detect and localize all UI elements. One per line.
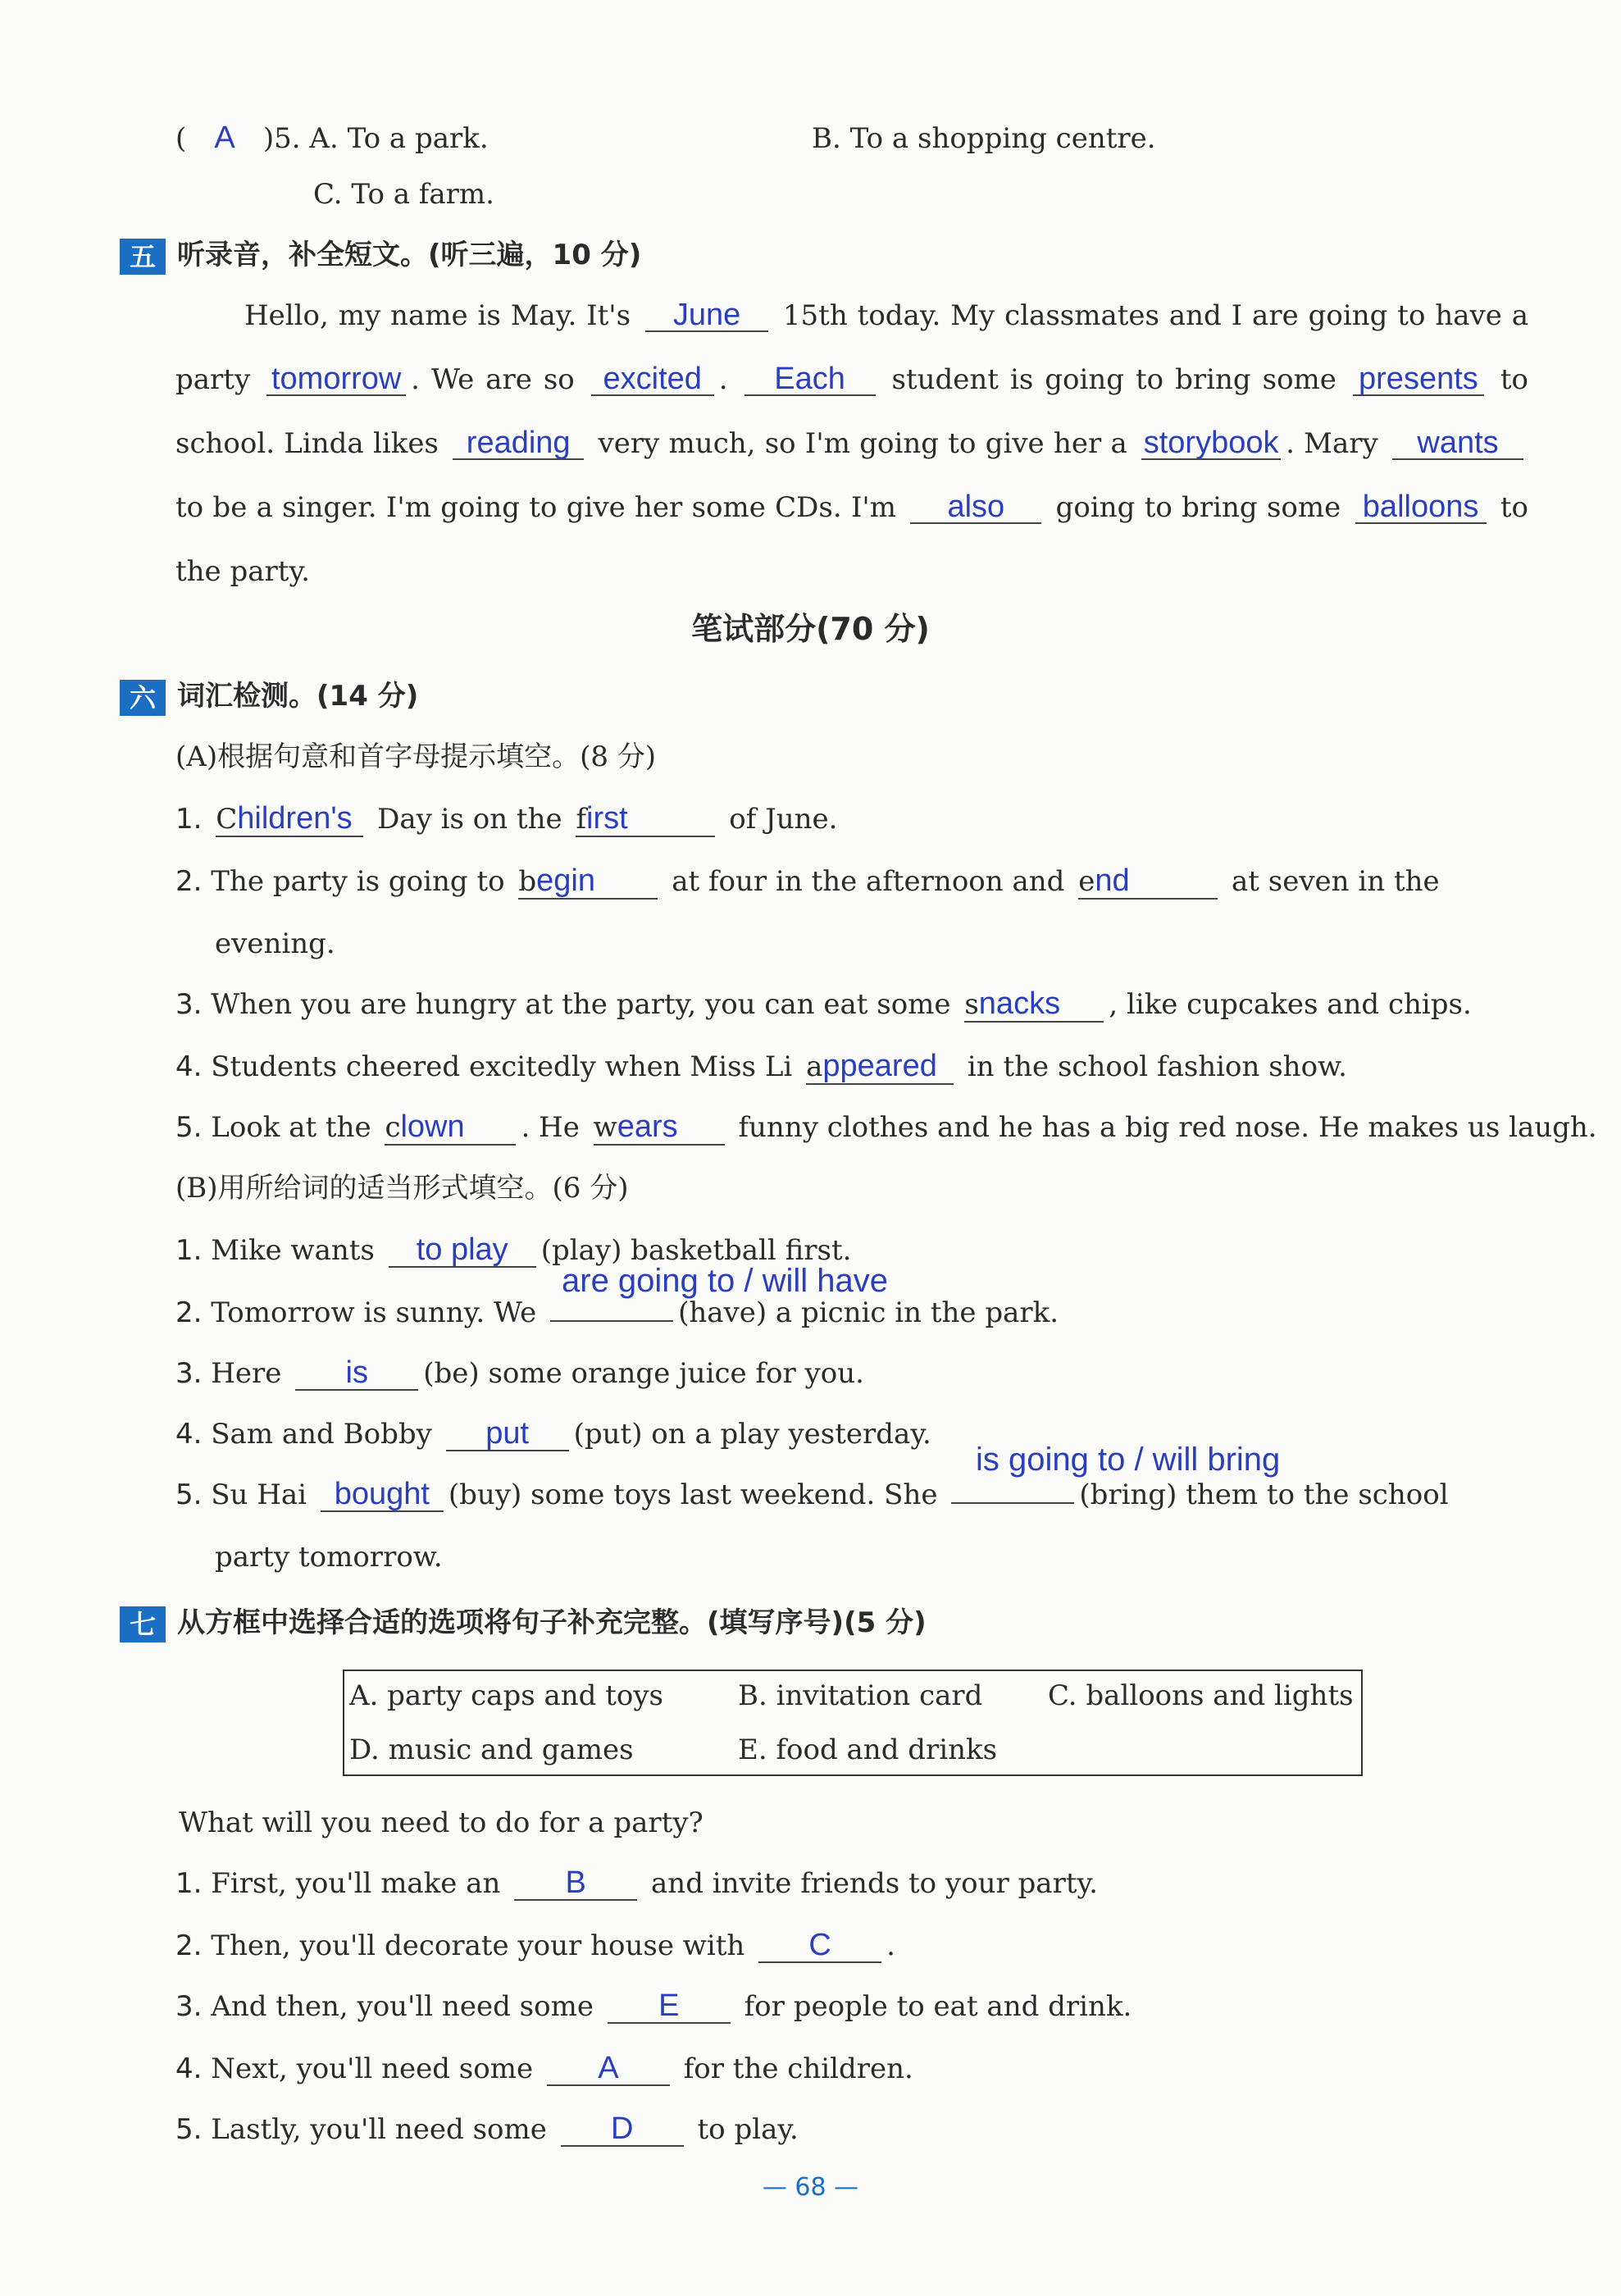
section-6-badge: 六: [120, 680, 166, 716]
a-blank-2b: end: [1078, 864, 1218, 900]
section-5-heading: 五 听录音，补全短文。(听三遍，10 分): [120, 236, 641, 275]
b-blank-5b: [951, 1502, 1074, 1504]
a-blank-3: snacks: [964, 987, 1104, 1023]
blank-5: presents: [1353, 363, 1484, 396]
option-b-box: B. invitation card: [738, 1679, 983, 1712]
answer-q5: A: [214, 121, 235, 155]
s7-blank-3: E: [608, 1989, 731, 2024]
b-blank-3: is: [295, 1356, 418, 1391]
blank-9: also: [910, 491, 1041, 524]
blank-8: wants: [1392, 427, 1523, 460]
s7-item-2: 2. Then, you'll decorate your house with C .: [175, 1928, 895, 1962]
question-5-line: ( A )5. A. To a park.: [175, 121, 489, 155]
b-item-2: 2. Tomorrow is sunny. We (have) a picnic in the park.: [175, 1296, 1059, 1329]
options-box: [343, 1670, 1363, 1776]
section-5-badge: 五: [120, 239, 166, 275]
option-d: D. music and games: [349, 1733, 634, 1766]
b-answer-2: are going to / will have: [562, 1263, 889, 1299]
blank-6: reading: [453, 427, 584, 460]
section-6-heading: 六 词汇检测。(14 分): [120, 677, 418, 716]
part-b-title: (B)用所给词的适当形式填空。(6 分): [175, 1172, 629, 1205]
a-item-1: 1. Children's Day is on the first of June.: [175, 801, 838, 836]
b-item-1: 1. Mike wants to play (play) basketball first.: [175, 1232, 852, 1267]
page-number: — 68 —: [762, 2173, 859, 2202]
a-item-4: 4. Students cheered excitedly when Miss Li appeared in the school fashion show.: [175, 1049, 1347, 1083]
blank-2: tomorrow: [266, 363, 406, 396]
a-blank-4: appeared: [806, 1050, 954, 1085]
s7-item-4: 4. Next, you'll need some A for the children.: [175, 2051, 913, 2085]
b-blank-1: to play: [389, 1233, 536, 1268]
a-item-2-cont: evening.: [215, 927, 335, 960]
b-item-5: 5. Su Hai bought (buy) some toys last weekend. She (bring) them to the school: [175, 1477, 1449, 1511]
b-item-4: 4. Sam and Bobby put (put) on a play yesterday.: [175, 1416, 931, 1451]
a-blank-5a: clown: [385, 1110, 516, 1146]
b-answer-5b: is going to / will bring: [976, 1442, 1281, 1478]
a-item-3: 3. When you are hungry at the party, you can eat some snacks , like cupcakes and chips.: [175, 986, 1472, 1021]
blank-1: June: [645, 299, 768, 332]
option-a: A. party caps and toys: [349, 1679, 663, 1712]
b-blank-4: put: [446, 1417, 569, 1451]
a-blank-1b: first: [576, 802, 715, 837]
blank-10: balloons: [1355, 491, 1487, 524]
option-b: B. To a shopping centre.: [812, 122, 1156, 155]
b-blank-2: [550, 1320, 673, 1322]
section-7-heading: 七 从方框中选择合适的选项将句子补充完整。(填写序号)(5 分): [120, 1604, 927, 1642]
option-c: C. To a farm.: [313, 178, 494, 211]
s7-blank-5: D: [561, 2112, 684, 2147]
s7-blank-4: A: [547, 2052, 670, 2086]
option-c-box: C. balloons and lights: [1048, 1679, 1354, 1712]
b-blank-5a: bought: [321, 1478, 444, 1512]
b-item-5-cont: party tomorrow.: [215, 1541, 443, 1574]
a-item-5: 5. Look at the clown . He wears funny clothes and he has a big red nose. He makes us laugh.: [175, 1109, 1597, 1144]
section-7-badge: 七: [120, 1606, 166, 1642]
a-blank-1a: Children's: [216, 802, 363, 837]
blank-4: Each: [744, 363, 876, 396]
written-part-title: 笔试部分(70 分): [691, 611, 930, 647]
a-blank-2a: begin: [518, 864, 658, 900]
option-e: E. food and drinks: [738, 1733, 998, 1766]
section-7-intro: What will you need to do for a party?: [179, 1806, 703, 1839]
s7-item-3: 3. And then, you'll need some E for people to eat and drink.: [175, 1988, 1132, 2023]
b-item-3: 3. Here is (be) some orange juice for you.: [175, 1355, 864, 1390]
blank-3: excited: [591, 363, 714, 396]
a-blank-5b: wears: [594, 1110, 725, 1146]
section-5-passage: Hello, my name is May. It's June 15th today. My classmates and I are going to have a party tomorrow . We are so excited . Each student is going to bring some presents to school. Linda likes reading very much, so I'm going to give her a storybook . Mary wants to be a singer. I'm going to give her some CDs. I'm also going to bring some balloons to the party.: [175, 298, 1529, 588]
s7-blank-2: C: [758, 1929, 881, 1963]
a-item-2: 2. The party is going to begin at four in the afternoon and end at seven in the: [175, 863, 1440, 898]
s7-item-1: 1. First, you'll make an B and invite friends to your party.: [175, 1866, 1098, 1900]
part-a-title: (A)根据句意和首字母提示填空。(8 分): [175, 740, 657, 773]
s7-item-5: 5. Lastly, you'll need some D to play.: [175, 2112, 799, 2146]
s7-blank-1: B: [514, 1866, 637, 1901]
blank-7: storybook: [1141, 427, 1281, 460]
